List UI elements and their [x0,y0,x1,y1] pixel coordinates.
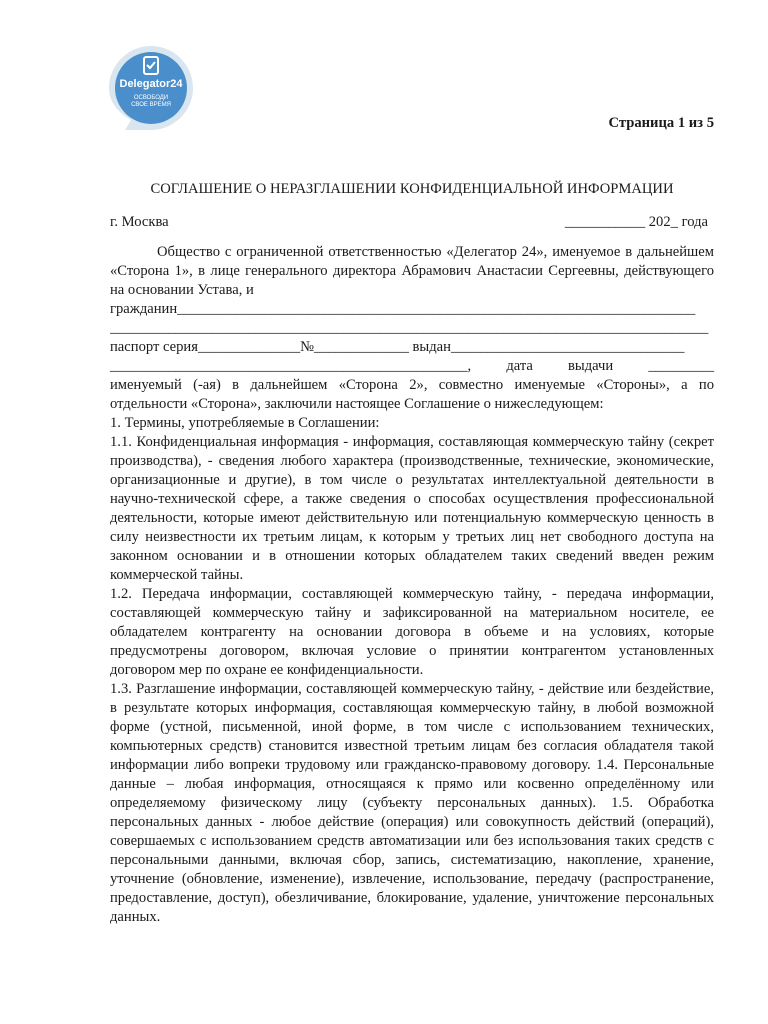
section-1-heading: 1. Термины, употребляемые в Соглашении: [110,415,380,431]
clause-1-1: 1.1. Конфиденциальная информация - информация, составляющая коммерческую тайну (секрет производства), - сведения любого характера (производственные, технические, экономические, организационные и другие), в том числе о результатах интеллектуальной деятельности в научно-технической сфере, а также сведения о способах осуществления профессиональной деятельности, которые имеют действительную или потенциальную коммерческую ценность в силу неизвестности их третьим лицам, к которым у третьих лиц нет свободного доступа на законном основании и в отношении которых обладателем таких сведений введен режим коммерческой тайны. [110,434,714,583]
clause-1-3: 1.3. Разглашение информации, составляющей коммерческую тайну, - действие или бездействие, в результате которых информация, составляющая коммерческую тайну, в любой возможной форме (устной, письменной, иной форме, в том числе с использованием технических, компьютерных средств) становится известной третьим лицам без согласия обладателя такой информации либо вопреки трудовому или гражданско-правовому договору. 1.4. Персональные данные – любая информация, относящаяся к прямо или косвенно определённому или определяемому физическому лицу (субъекту персональных данных). 1.5. Обработка персональных данных - любое действие (операция) или совокупность действий (операций), совершаемых с использованием средств автоматизации или без использования таких средств с персональными данными, включая сбор, запись, систематизацию, накопление, хранение, уточнение (обновление, изменение), извлечение, использование, передачу (распространение, предоставление, доступ), обезличивание, блокирование, удаление, уничтожение персональных данных. [110,681,714,925]
delegator24-logo-icon [107,44,195,132]
logo-brand: Delegator24 [119,78,183,90]
blank-line: __________________________________________________________________________________ [110,320,709,336]
document-body [110,180,714,927]
issue-date-label: дата [506,358,533,374]
city: г. Москва [110,214,169,230]
clause-1-2: 1.2. Передача информации, составляющей коммерческую тайну, - передача информации, составляющей коммерческую тайну и зафиксированной на материальном носителе, ее обладателем контрагенту на основании договора в объеме и на условиях, которые предусмотрены договором, включая условие о принятии контрагентом установленных договором мер по охране ее конфиденциальности. [110,586,714,678]
issued-by-blank: _________________________________________________, [110,358,472,374]
document-title: СОГЛАШЕНИЕ О НЕРАЗГЛАШЕНИИ КОНФИДЕНЦИАЛЬНОЙ ИНФОРМАЦИИ [150,181,674,197]
logo-tagline-1: ОСВОБОДИ [133,95,169,101]
intro-paragraph: Общество с ограниченной ответственностью «Делегатор 24», именуемое в дальнейшем «Сторона 1», в лице генерального директора Абрамович Анастасии Сергеевны, действующего на основании Устава, и [110,244,714,298]
passport-line: паспорт серия______________№_____________ выдан________________________________ [110,339,685,355]
issue-date-blank: _________ [648,358,714,374]
issue-date-line [110,357,714,376]
page-number: Страница 1 из 5 [608,115,714,131]
company-logo [107,44,195,132]
party2-paragraph: именуемый (-ая) в дальнейшем «Сторона 2», совместно именуемые «Стороны», а по отдельности «Сторона», заключили настоящее Соглашение о нижеследующем: [110,377,714,412]
logo-tagline-2: СВОЕ ВРЕМЯ [131,102,171,108]
document-date: ___________ 202_ года [564,214,708,230]
citizen-line: гражданин_______________________________________________________________________ [110,301,696,317]
issue-date-label-2: выдачи [568,358,614,374]
city-date-line [110,213,714,232]
